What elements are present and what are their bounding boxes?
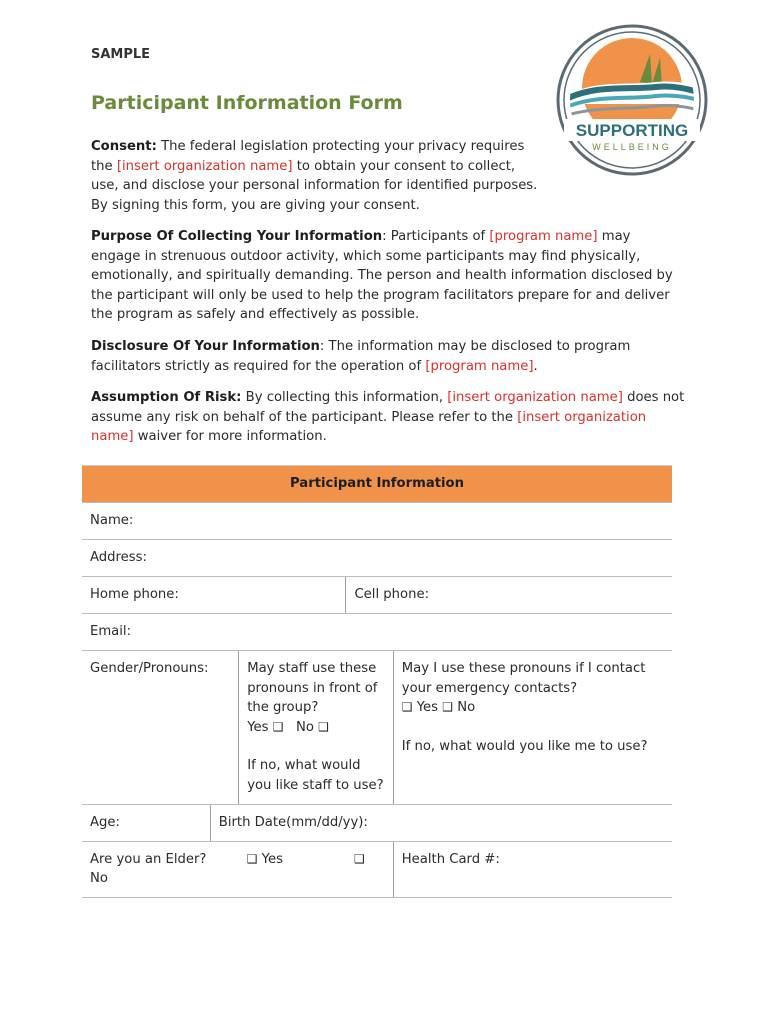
elder-yes-checkbox[interactable]: ❑ [246, 851, 258, 866]
purpose-paragraph: Purpose Of Collecting Your Information: Participants of [program name] may engage in strenuous outdoor activity, which some participants may find physically, emotionally, and spiritually demanding. The person and health information disclosed by the participant will only be used to help the program facilitators prepare for and deliver the program as safely and effectively as possible. [91, 229, 673, 323]
program-placeholder: [program name] [489, 229, 598, 244]
elder-question: Are you an Elder? No [82, 841, 239, 897]
org-placeholder: [insert organization name] [91, 409, 647, 445]
risk-label: Assumption Of Risk: [91, 390, 242, 405]
elder-yes-option[interactable]: ❑ Yes [239, 841, 346, 897]
contact-pronouns-question: May I use these pronouns if I contact your emergency contacts? ❑ Yes ❑ No If no, what would you like me to use? [393, 651, 672, 805]
name-field[interactable]: Name: [82, 503, 672, 540]
consent-label: Consent: [91, 139, 157, 154]
elder-no-option[interactable] [346, 841, 393, 897]
staff-no-checkbox[interactable]: ❑ [318, 719, 329, 734]
age-field[interactable]: Age: [82, 804, 210, 841]
staff-yes-checkbox[interactable]: ❑ [272, 719, 284, 734]
home-phone-field[interactable]: Home phone: [82, 577, 346, 614]
program-placeholder: [program name] [425, 358, 534, 374]
gender-pronouns-field[interactable]: Gender/Pronouns: [82, 651, 239, 805]
health-card-field[interactable]: Health Card #: [393, 841, 672, 897]
elder-no-checkbox[interactable]: ❑ [353, 851, 365, 866]
page-title: Participant Information Form [91, 92, 403, 114]
contact-yes-checkbox[interactable]: ❑ [401, 700, 413, 715]
cell-phone-field[interactable]: Cell phone: [346, 577, 672, 614]
risk-paragraph: Assumption Of Risk: By collecting this information, [insert organization name] does not assume any risk on behalf of the participant. Please refer to the [insert organization name] waiver for more information. [91, 390, 685, 445]
sample-label: SAMPLE [91, 47, 151, 62]
table-header: Participant Information [82, 466, 672, 503]
org-placeholder: [insert organization name] [447, 390, 623, 405]
disclosure-paragraph: Disclosure Of Your Information: The information may be disclosed to program facilitators strictly as required for the operation of [program name]. [91, 339, 631, 374]
address-field[interactable]: Address: [82, 540, 672, 577]
consent-paragraph: Consent: The federal legislation protecting your privacy requires the [insert organization name] to obtain your consent to collect, use, and disclose your personal information for identified purposes. By signing this form, you are giving your consent. [91, 139, 538, 213]
logo-text-wellbeing: WELLBEING [592, 142, 672, 152]
disclosure-label: Disclosure Of Your Information [91, 339, 320, 354]
email-field[interactable]: Email: [82, 614, 672, 651]
purpose-label: Purpose Of Collecting Your Information [91, 229, 383, 244]
staff-pronouns-question: May staff use these pronouns in front of the group? Yes ❑ No ❑ If no, what would you like staff to use? [239, 651, 394, 805]
participant-info-table [82, 465, 672, 898]
supporting-wellbeing-logo [556, 24, 708, 176]
contact-no-checkbox[interactable]: ❑ [442, 700, 453, 715]
logo-text-supporting: SUPPORTING [575, 121, 689, 140]
birth-date-field[interactable]: Birth Date(mm/dd/yy): [210, 804, 672, 841]
org-placeholder: [insert organization name] [116, 158, 293, 174]
